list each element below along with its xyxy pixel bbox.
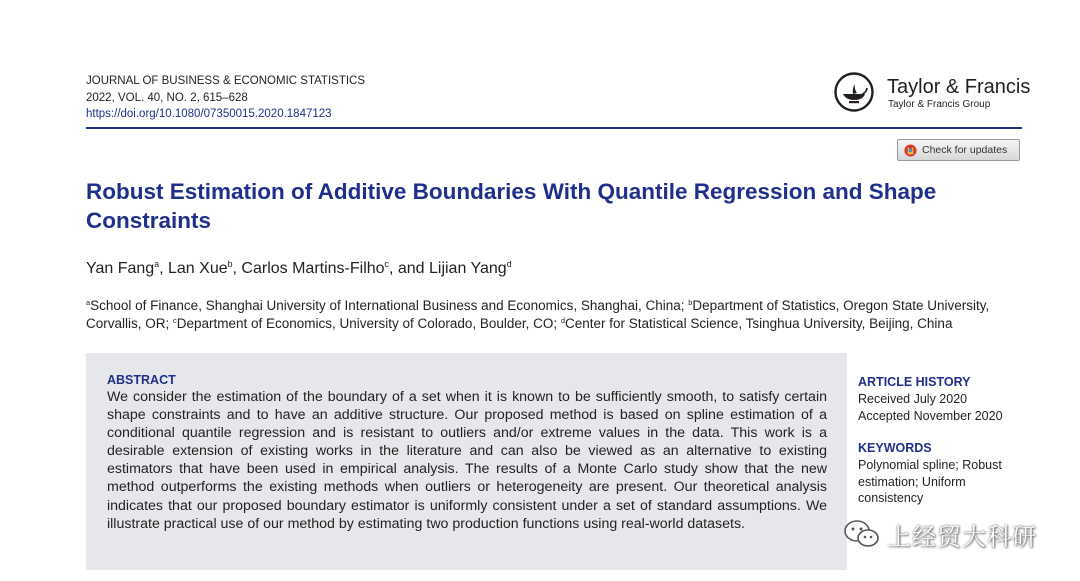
taylor-francis-lamp-icon	[834, 72, 874, 112]
article-history-heading: ARTICLE HISTORY	[858, 375, 971, 389]
watermark-text: 上经贸大科研	[887, 522, 1037, 551]
affiliations	[86, 297, 1031, 333]
author-list	[86, 260, 512, 278]
keywords-heading: KEYWORDS	[858, 441, 932, 455]
author-separator: ,	[232, 260, 242, 277]
watermark	[843, 518, 1037, 550]
affiliation-text: Center for Statistical Science, Tsinghua University, Beijing, China	[565, 316, 953, 331]
author-affiliation-marker: c	[384, 258, 389, 269]
journal-header	[86, 73, 365, 123]
affiliation-marker: b	[688, 297, 693, 307]
publisher-logo[interactable]	[834, 72, 1031, 120]
abstract-heading: ABSTRACT	[107, 373, 176, 387]
affiliation-text: Department of Statistics, Oregon State University, Corvallis, OR;	[86, 298, 990, 331]
received-date: Received July 2020	[858, 392, 968, 406]
article-title: Robust Estimation of Additive Boundaries With Quantile Regression and Shape Constraints	[86, 179, 937, 233]
wechat-icon	[843, 519, 881, 549]
author-name: Lijian Yang	[428, 260, 507, 277]
crossmark-icon	[904, 144, 917, 157]
accepted-date: Accepted November 2020	[858, 409, 1003, 423]
author-affiliation-marker: a	[154, 258, 160, 269]
author-name: Yan Fang	[86, 260, 155, 277]
author-separator: ,	[159, 260, 168, 277]
author-affiliation-marker: d	[506, 258, 512, 269]
publisher-group: Taylor & Francis Group	[888, 99, 991, 110]
publisher-name: Taylor & Francis	[887, 76, 1031, 98]
affiliation-marker: c	[173, 315, 177, 325]
abstract-text: We consider the estimation of the boundary of a set when it is known to be sufficiently smooth, to satisfy certain shape constraints and to have an additive structure. Our proposed method is based on spline estimation of a conditional quantile regression and is resistant to outliers and/or extreme values in the data. This work is a desirable extension of existing works in the literature and can also be viewed as an alternative to existing estimators that have been used in empirical analysis. The results of a Monte Carlo study show that the new method outperforms the existing methods when outliers or heterogeneity are present. Our theoretical analysis indicates that our proposed boundary estimator is uniformly consistent under a set of standard assumptions. We illustrate practical use of our method by estimating two production functions using real-world datasets.	[107, 389, 827, 532]
journal-name: JOURNAL OF BUSINESS & ECONOMIC STATISTICS	[86, 75, 366, 87]
header-divider	[86, 127, 1022, 129]
author-name: Lan Xue	[168, 260, 228, 277]
affiliation-marker: a	[86, 297, 91, 307]
author-name: Carlos Martins-Filho	[241, 260, 385, 277]
author-affiliation-marker: b	[227, 258, 233, 269]
affiliation-text: School of Finance, Shanghai University of International Business and Economics, Shanghai, China;	[90, 298, 689, 313]
check-for-updates-button[interactable]	[897, 139, 1020, 161]
author-separator: , and	[388, 260, 429, 277]
affiliation-marker: d	[560, 315, 566, 325]
check-for-updates-label: Check for updates	[922, 144, 1008, 156]
affiliation-text: Department of Economics, University of Colorado, Boulder, CO;	[176, 316, 561, 331]
doi-link[interactable]: https://doi.org/10.1080/07350015.2020.1847123	[86, 108, 332, 120]
keywords-text: Polynomial spline; Robust estimation; Uniform consistency	[858, 458, 1002, 505]
volume-info: 2022, VOL. 40, NO. 2, 615–628	[86, 91, 248, 104]
